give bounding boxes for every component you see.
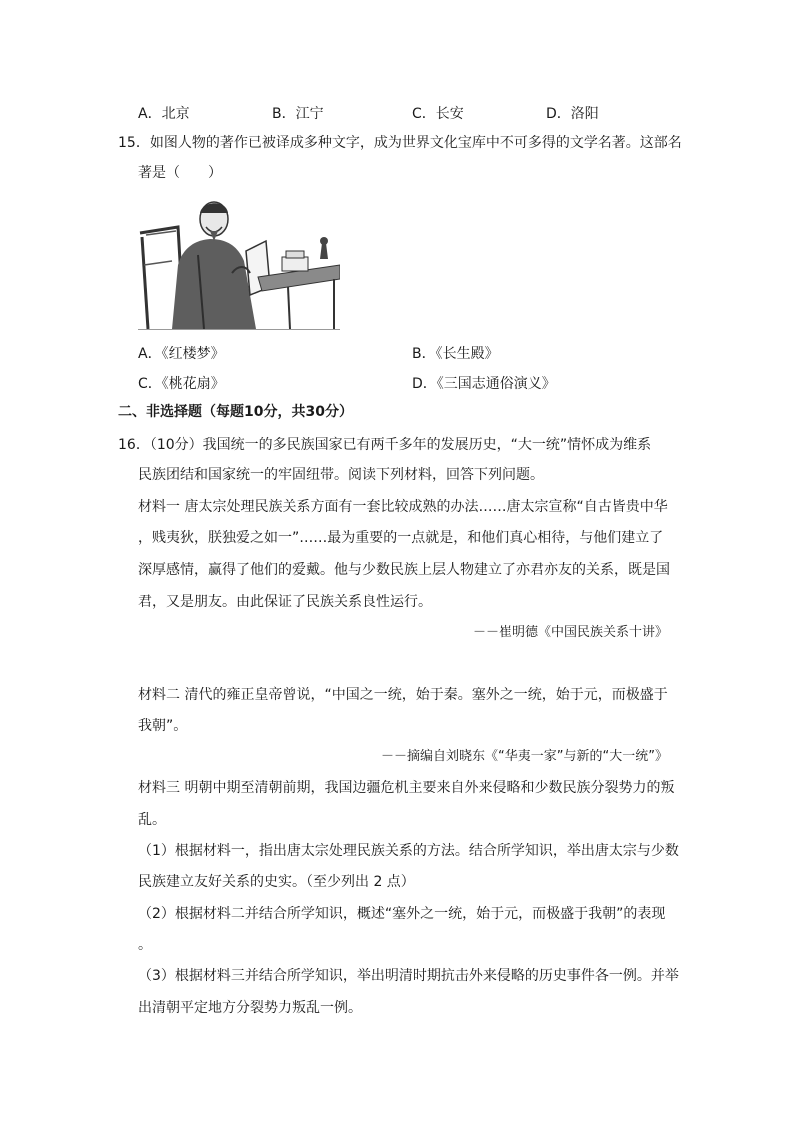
material2-line2: 我朝”。 (138, 718, 188, 734)
material1-line2: ，贱夷狄，朕独爱之如一”……最为重要的一点就是，和他们真心相待，与他们建立了 (138, 530, 664, 546)
portrait-illustration (138, 195, 340, 330)
q14-option-c: C．长安 (412, 106, 464, 122)
material1-source: －－崔明德《中国民族关系十讲》 (472, 625, 668, 640)
portrait-drawing (138, 195, 340, 329)
part3-line1: （3）根据材料三并结合所学知识，举出明清时期抗击外来侵略的历史事件各一例。并举 (138, 968, 679, 984)
q14-option-a: A．北京 (138, 106, 190, 122)
q16-stem-line1: 16．（10分）我国统一的多民族国家已有两千多年的发展历史，“大一统”情怀成为维系 (118, 437, 652, 453)
q14-option-d: D．洛阳 (546, 106, 599, 122)
material2-line1: 材料二 清代的雍正皇帝曾说，“中国之一统，始于秦。塞外之一统，始于元，而极盛于 (138, 687, 668, 703)
q15-stem-line2: 著是（ ） (138, 165, 222, 181)
q15-stem-line1: 15．如图人物的著作已被译成多种文字，成为世界文化宝库中不可多得的文学名著。这部名 (118, 135, 682, 151)
material1-line4: 君，又是朋友。由此保证了民族关系良性运行。 (138, 594, 432, 610)
q16-stem-line2: 民族团结和国家统一的牢固纽带。阅读下列材料，回答下列问题。 (138, 467, 544, 483)
material3-line1: 材料三 明朝中期至清朝前期，我国边疆危机主要来自外来侵略和少数民族分裂势力的叛 (138, 780, 675, 796)
part1-line1: （1）根据材料一，指出唐太宗处理民族关系的方法。结合所学知识，举出唐太宗与少数 (138, 843, 679, 859)
q14-option-b: B．江宁 (272, 106, 324, 122)
material1-line3: 深厚感情，赢得了他们的爱戴。他与少数民族上层人物建立了亦君亦友的关系，既是国 (138, 562, 670, 578)
material3-line2: 乱。 (138, 812, 166, 828)
q15-option-b: B．《长生殿》 (412, 346, 499, 362)
section2-heading: 二、非选择题（每题10分，共30分） (118, 404, 353, 420)
q15-option-a: A．《红楼梦》 (138, 346, 225, 362)
part1-line2: 民族建立友好关系的史实。（至少列出 2 点） (138, 874, 415, 890)
part2-line1: （2）根据材料二并结合所学知识，概述“塞外之一统，始于元，而极盛于我朝”的表现 (138, 906, 666, 922)
q15-option-c: C．《桃花扇》 (138, 376, 225, 392)
part3-line2: 出清朝平定地方分裂势力叛乱一例。 (138, 1000, 362, 1016)
part2-line2: 。 (138, 937, 152, 953)
q15-option-d: D．《三国志通俗演义》 (412, 376, 556, 392)
material1-line1: 材料一 唐太宗处理民族关系方面有一套比较成熟的办法……唐太宗宣称“自古皆贵中华 (138, 499, 668, 515)
material2-source: －－摘编自刘晓东《“华夷一家”与新的“大一统”》 (381, 749, 668, 764)
